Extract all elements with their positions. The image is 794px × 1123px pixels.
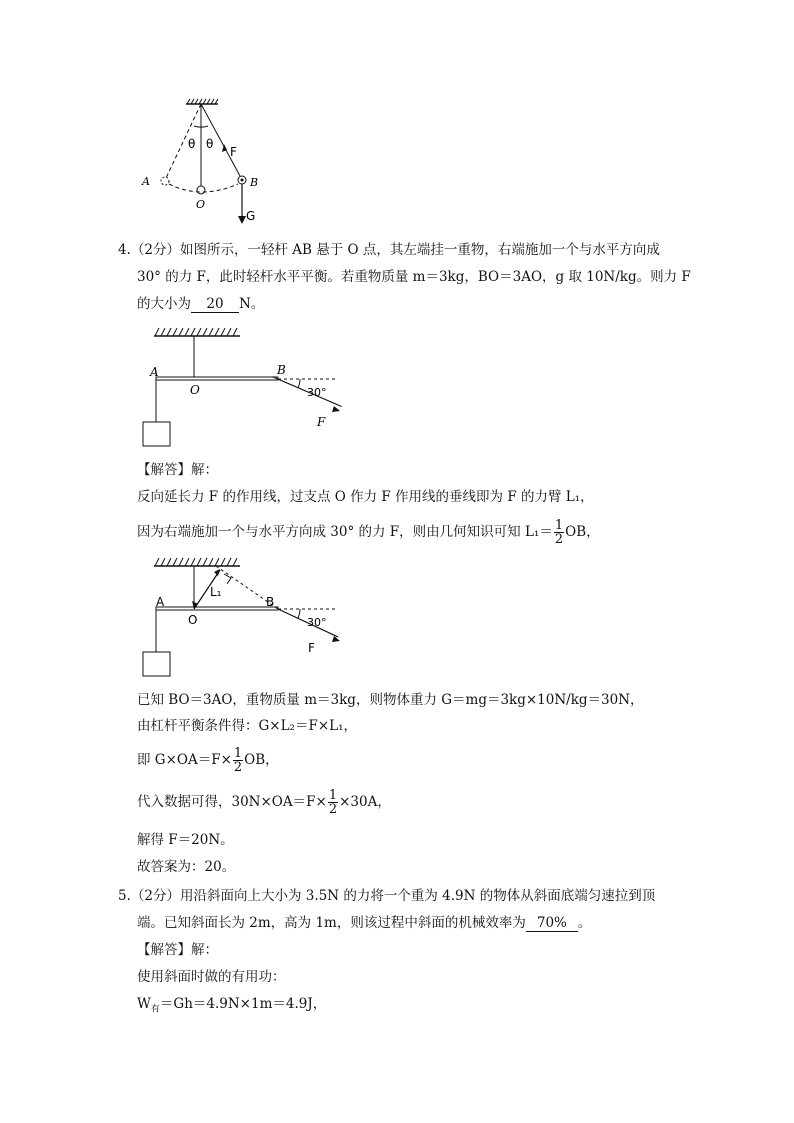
q5-text1: 用沿斜面向上大小为 3.5N 的力将一个重为 4.9N 的物体从斜面底端匀速拉到顶: [179, 888, 656, 904]
q4-number: 4.: [118, 242, 131, 258]
q5-sol1: 使用斜面时做的有用功：: [137, 969, 286, 985]
q4-text3-post: N。: [239, 296, 265, 312]
q5-text2-pre: 端。已知斜面长为 2m，高为 1m，则该过程中斜面的机械效率为: [137, 915, 526, 931]
fraction-half: [328, 789, 338, 816]
q5-text2-post: 。: [577, 915, 592, 931]
fig1-angle-label: 30°: [307, 386, 327, 399]
q5-sol2-rest: ＝Gh＝4.9N×1m＝4.9J，: [159, 996, 327, 1012]
q5-sol2: [137, 994, 326, 1020]
pendulum-figure: [130, 96, 270, 226]
q4-sol4: 由杠杆平衡条件得：G×L₂＝F×L₁，: [137, 718, 358, 734]
fig2-f-label: F: [308, 641, 315, 655]
lever-figure-1: [140, 322, 350, 450]
q5-sol2-sub: 有: [150, 1004, 160, 1015]
q5-sol2-w: W: [137, 996, 151, 1012]
fig1-o-label: O: [190, 383, 200, 397]
q4-line3: [137, 294, 264, 314]
fig1-f-label: F: [317, 415, 326, 429]
fraction-half: [233, 747, 243, 774]
q5-line1: [118, 886, 655, 906]
frac-den: 2: [554, 532, 564, 547]
q5-answer-blank: 70%: [526, 915, 578, 932]
q5-number: 5.: [118, 888, 131, 904]
fig2-b-label: B: [266, 595, 275, 609]
fig1-a-label: A: [150, 365, 159, 379]
q4-sol8: 故答案为：20。: [137, 859, 236, 875]
point-b-label: B: [250, 176, 259, 189]
q4-sol5-post: OB，: [244, 752, 279, 768]
q4-line1: [118, 240, 660, 260]
fig2-o-label: O: [188, 613, 198, 627]
theta-right-label: θ: [206, 137, 214, 151]
frac-den: 2: [233, 760, 243, 775]
q4-text1: 如图所示，一轻杆 AB 悬于 O 点，其左端挂一重物，右端施加一个与水平方向成: [179, 242, 660, 258]
q4-sol2-post: OB，: [565, 524, 600, 540]
fig2-l1-label: L₁: [210, 585, 222, 599]
q5-score: （2分）: [130, 888, 180, 904]
q4-sol1: 反向延长力 F 的作用线，过支点 O 作力 F 作用线的垂线即为 F 的力臂 L₁，: [137, 489, 594, 505]
lever-figure-2: [140, 552, 350, 680]
q4-score: （2分）: [130, 242, 180, 258]
force-f-label: F: [230, 145, 237, 159]
q4-line2: 30° 的力 F，此时轻杆水平平衡。若重物质量 m＝3kg，BO＝3AO，g 取 10N/kg。则力 F: [137, 269, 691, 285]
frac-num: 1: [328, 788, 338, 803]
point-o-label: O: [196, 198, 206, 211]
theta-left-label: θ: [188, 137, 196, 151]
point-a-label: A: [142, 175, 150, 188]
q4-sol5: [137, 742, 279, 778]
q4-sol6-pre: 代入数据可得，30N×OA＝F×: [137, 794, 327, 810]
frac-num: 1: [554, 518, 564, 533]
q4-answer-blank: 20: [191, 296, 239, 313]
frac-num: 1: [233, 746, 243, 761]
fraction-half: [554, 519, 564, 546]
fig2-a-label: A: [156, 595, 165, 609]
q5-solution-tag: 【解答】解：: [137, 942, 218, 958]
frac-den: 2: [328, 802, 338, 817]
q4-solution-tag: 【解答】解：: [137, 462, 218, 478]
q4-sol6: [137, 784, 391, 820]
q4-sol3: 已知 BO＝3AO，重物质量 m＝3kg，则物体重力 G＝mg＝3kg×10N/kg＝30N，: [137, 692, 644, 708]
q4-sol2-pre: 因为右端施加一个与水平方向成 30° 的力 F，则由几何知识可知 L₁＝: [137, 524, 553, 540]
gravity-g-label: G: [246, 209, 256, 223]
q4-sol5-pre: 即 G×OA＝F×: [137, 752, 232, 768]
q5-line2: [137, 913, 591, 933]
q4-sol7: 解得 F＝20N。: [137, 832, 234, 848]
q4-text3-pre: 的大小为: [137, 296, 191, 312]
q4-sol2: [137, 514, 600, 550]
q4-sol6-post: ×30A，: [339, 794, 391, 810]
fig2-angle-label: 30°: [307, 616, 327, 629]
fig1-b-label: B: [277, 363, 286, 377]
